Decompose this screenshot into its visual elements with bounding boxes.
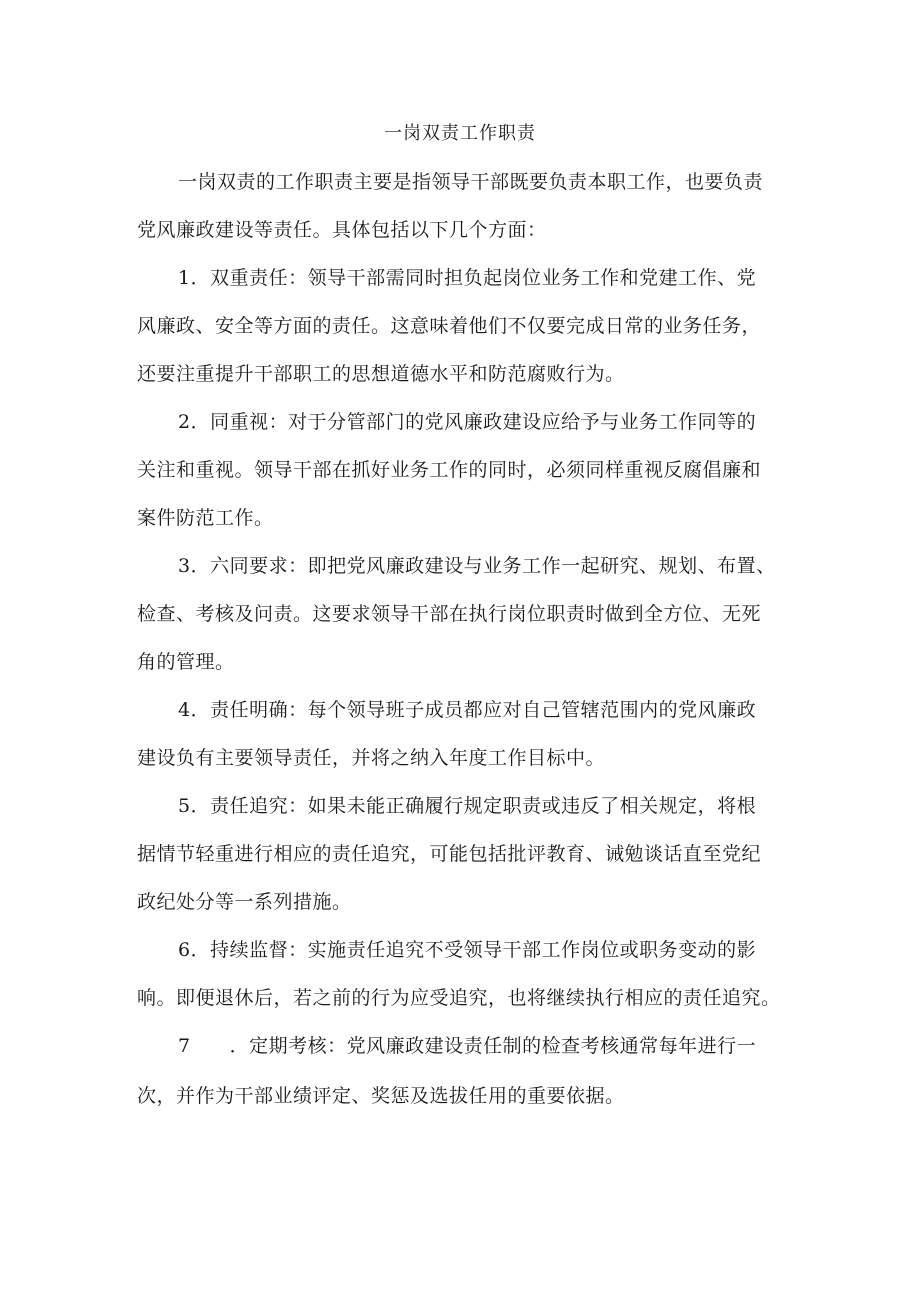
paragraph-line: 建设负有主要领导责任，并将之纳入年度工作目标中。 (137, 747, 606, 769)
paragraph-line: 2．同重视：对于分管部门的党风廉政建设应给予与业务工作同等的 (178, 411, 757, 433)
paragraph-line: 据情节轻重进行相应的责任追究，可能包括批评教育、诫勉谈话直至党纪 (137, 843, 762, 865)
paragraph-line: 政纪处分等一系列措施。 (137, 891, 352, 913)
paragraph-line: 5．责任追究：如果未能正确履行规定职责或违反了相关规定，将根 (178, 795, 757, 817)
paragraph-line: 检查、考核及问责。这要求领导干部在执行岗位职责时做到全方位、无死 (137, 603, 762, 625)
paragraph-line: 案件防范工作。 (137, 507, 274, 529)
paragraph-line: 角的管理。 (137, 651, 235, 673)
paragraph-line: 1．双重责任：领导干部需同时担负起岗位业务工作和党建工作、党 (178, 267, 757, 289)
paragraph-line: 6．持续监督：实施责任追究不受领导干部工作岗位或职务变动的影 (178, 939, 757, 961)
paragraph-line: 3．六同要求：即把党风廉政建设与业务工作一起研究、规划、布置、 (178, 555, 776, 577)
paragraph-line: 一岗双责的工作职责主要是指领导干部既要负责本职工作，也要负责 (178, 171, 764, 193)
paragraph-line: 党风廉政建设等责任。具体包括以下几个方面： (137, 219, 547, 241)
document-title: 一岗双责工作职责 (384, 123, 536, 144)
paragraph-line: 响。即便退休后，若之前的行为应受追究，也将继续执行相应的责任追究。 (137, 987, 781, 1009)
paragraph-line: 4．责任明确：每个领导班子成员都应对自己管辖范围内的党风廉政 (178, 699, 757, 721)
paragraph-line: 关注和重视。领导干部在抓好业务工作的同时，必须同样重视反腐倡廉和 (137, 459, 762, 481)
paragraph-line: 次，并作为干部业绩评定、奖惩及选拔任用的重要依据。 (137, 1085, 625, 1107)
paragraph-line: 还要注重提升干部职工的思想道德水平和防范腐败行为。 (137, 363, 625, 385)
paragraph-line: 7 ．定期考核：党风廉政建设责任制的检查考核通常每年进行一 (178, 1035, 757, 1057)
paragraph-line: 风廉政、安全等方面的责任。这意味着他们不仅要完成日常的业务任务， (137, 315, 762, 337)
